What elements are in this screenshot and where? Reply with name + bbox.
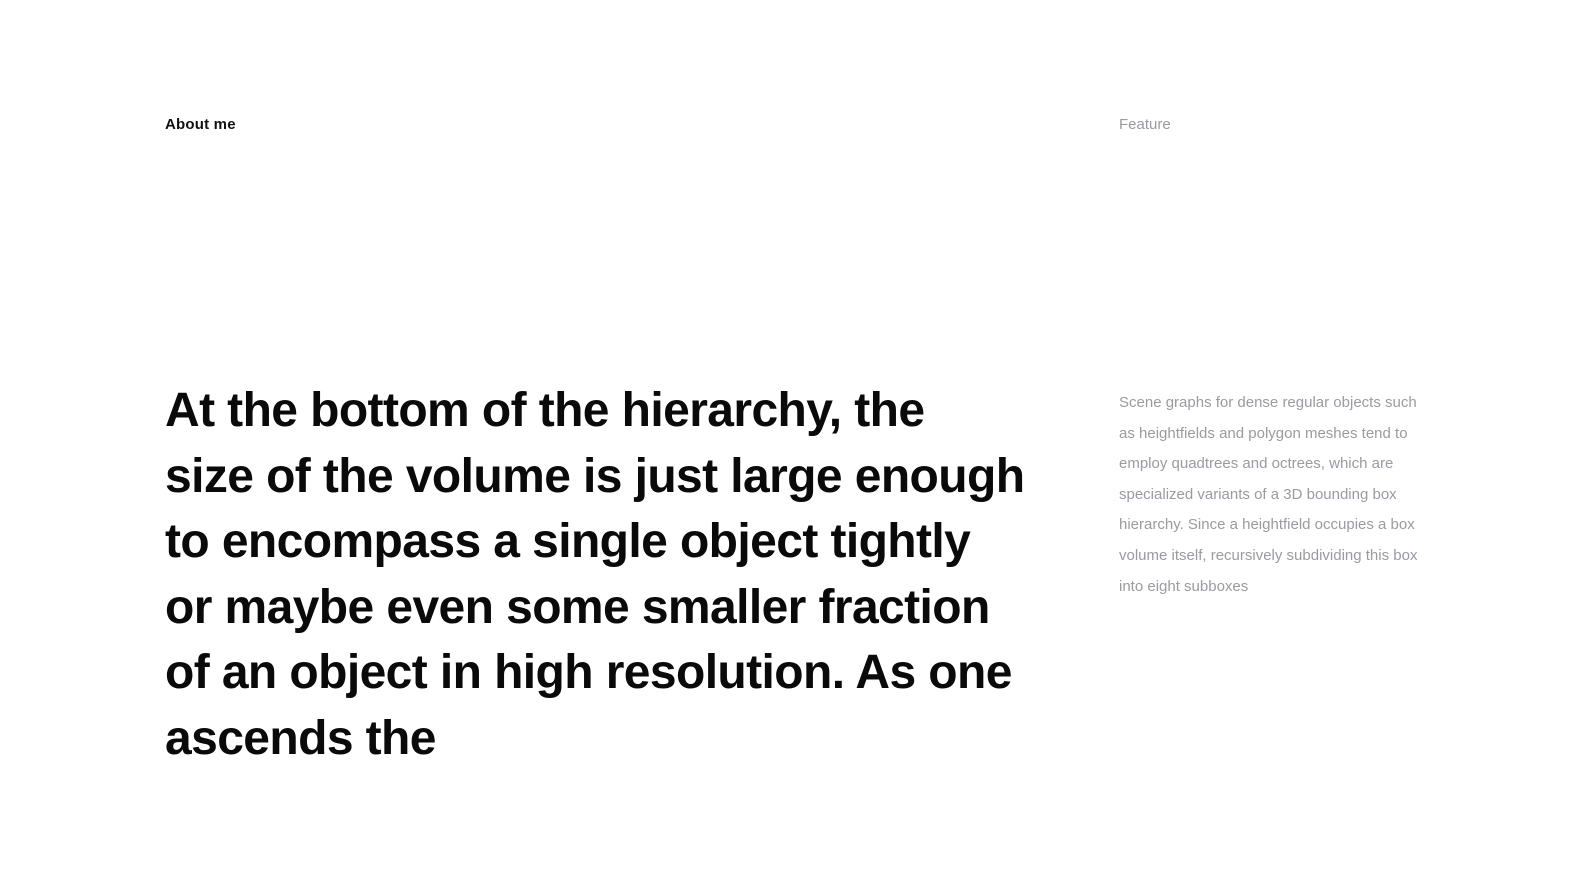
feature-label: Feature	[1119, 116, 1171, 133]
about-me-label: About me	[165, 116, 236, 133]
feature-paragraph: Scene graphs for dense regular objects such as heightfields and polygon meshes tend to employ quadtrees and octrees, which are specialized variants of a 3D bounding box hierarchy. Since a heightfield occupies a box volume itself, recursively subdividing this box into eight subboxes	[1119, 394, 1418, 595]
main-headline-text: At the bottom of the hierarchy, the size of the volume is just large enough to encompass a single object tightly or maybe even some smaller fraction of an object in high resolution. As one ascends the	[165, 384, 1025, 765]
